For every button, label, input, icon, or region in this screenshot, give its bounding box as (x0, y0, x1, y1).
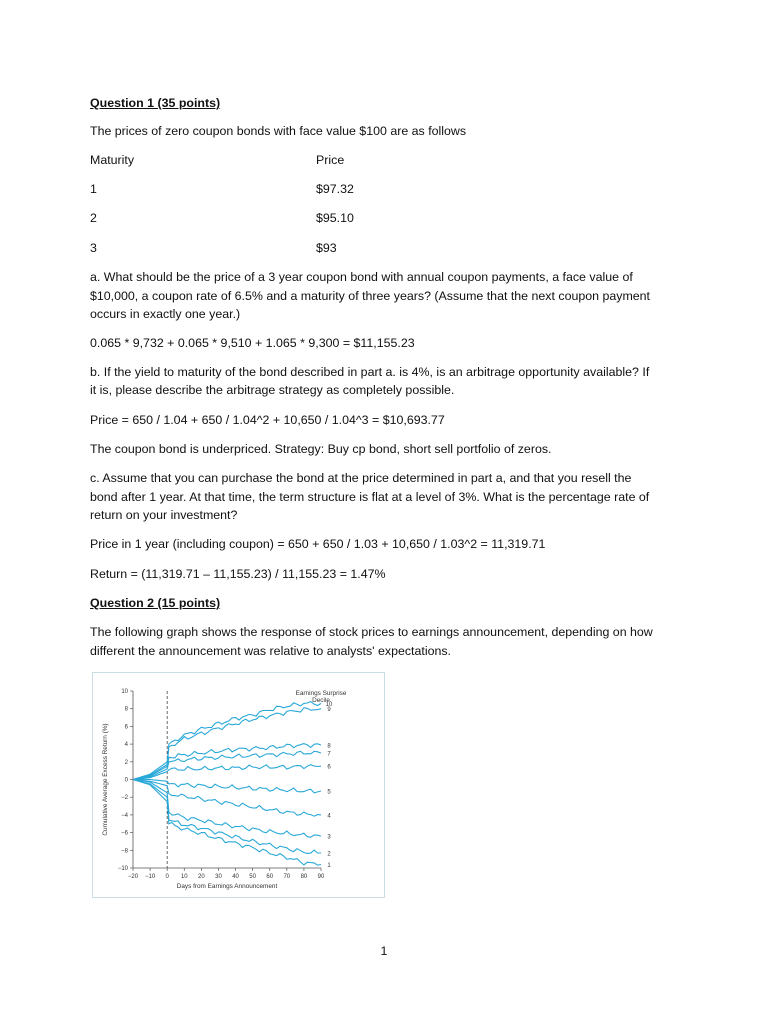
part-a-question-line: occurs in exactly one year.) (90, 307, 241, 321)
maturity-cell: 1 (90, 182, 97, 196)
question-2-text-line: The following graph shows the response of stock prices to earnings announcement, depending on how (90, 625, 653, 639)
table-row (90, 180, 354, 198)
x-tick-label: 30 (215, 874, 222, 880)
part-a-question-line: $10,000, a coupon rate of 6.5% and a maturity of three years? (Assume that the next coupon payment (90, 289, 650, 303)
y-tick-label: 10 (121, 689, 128, 695)
series-label-decile-7: 7 (327, 751, 331, 758)
series-line-decile-4 (133, 780, 321, 817)
series-label-decile-6: 6 (327, 764, 331, 771)
earnings-surprise-chart (92, 672, 385, 898)
x-tick-label: 50 (249, 874, 256, 880)
series-label-decile-4: 4 (327, 813, 331, 820)
y-tick-label: −4 (121, 812, 128, 819)
series-label-decile-9: 9 (327, 707, 331, 714)
y-axis-label: Cumulative Average Excess Return (%) (102, 723, 109, 836)
question-1-heading: Question 1 (35 points) (90, 96, 221, 110)
y-tick-label: 8 (124, 706, 128, 713)
x-axis-label: Days from Earnings Announcement (176, 883, 278, 890)
question-2-heading: Question 2 (15 points) (90, 596, 221, 610)
page-number: 1 (380, 944, 388, 958)
series-label-decile-2: 2 (327, 851, 331, 858)
legend-title: Earnings Surprise (295, 690, 347, 697)
series-label-decile-8: 8 (327, 743, 331, 750)
x-tick-label: 40 (232, 874, 239, 880)
part-b-question-line: it is, please describe the arbitrage strategy as completely possible. (90, 383, 455, 397)
part-a-answer: 0.065 * 9,732 + 0.065 * 9,510 + 1.065 * 9,300 = $11,155.23 (90, 336, 415, 350)
price-table-header (90, 151, 345, 169)
part-c-question-line: bond after 1 year. At that time, the term structure is flat at a level of 3%. What is the percentage rate of (90, 490, 650, 504)
y-tick-label: 0 (124, 777, 128, 784)
part-c-question-line: return on your investment? (90, 508, 238, 522)
x-tick-label: 0 (165, 874, 169, 880)
y-tick-label: −10 (117, 866, 128, 872)
y-tick-label: 6 (124, 724, 128, 731)
series-label-decile-1: 1 (327, 862, 331, 869)
series-label-decile-5: 5 (327, 789, 331, 796)
maturity-cell: 3 (90, 241, 97, 255)
y-tick-label: 4 (124, 742, 128, 749)
question-1-intro: The prices of zero coupon bonds with face value $100 are as follows (90, 124, 467, 138)
x-tick-label: 10 (180, 874, 188, 880)
part-a-question-line: a. What should be the price of a 3 year coupon bond with annual coupon payments, a face value of (90, 270, 633, 284)
legend-subtitle: Decile (312, 697, 330, 704)
table-row (90, 209, 354, 227)
price-cell: $95.10 (316, 211, 354, 225)
series-line-decile-5 (133, 780, 321, 793)
series-line-decile-9 (133, 708, 321, 780)
series-label-decile-10: 10 (325, 701, 333, 708)
price-header: Price (316, 153, 345, 167)
series-label-decile-3: 3 (327, 834, 331, 841)
chart-svg (93, 673, 384, 897)
y-tick-label: −8 (121, 848, 128, 855)
x-tick-label: 20 (198, 874, 205, 880)
y-tick-label: 2 (124, 759, 128, 766)
price-cell: $93 (316, 241, 337, 255)
x-tick-label: −20 (127, 874, 139, 880)
part-b-answer-strategy: The coupon bond is underpriced. Strategy: Buy cp bond, short sell portfolio of zeros. (90, 442, 552, 456)
x-tick-label: 90 (317, 874, 325, 880)
table-row (90, 239, 337, 257)
part-b-answer-price: Price = 650 / 1.04 + 650 / 1.04^2 + 10,650 / 1.04^3 = $10,693.77 (90, 413, 445, 427)
y-tick-label: −2 (121, 795, 128, 802)
question-2-text-line: different the announcement was relative to analysts' expectations. (90, 644, 451, 658)
x-tick-label: −10 (144, 874, 156, 880)
part-c-question-line: c. Assume that you can purchase the bond at the price determined in part a, and that you resell the (90, 471, 632, 485)
series-line-decile-7 (133, 751, 321, 779)
part-c-answer-price: Price in 1 year (including coupon) = 650 + 650 / 1.03 + 10,650 / 1.03^2 = 11,319.71 (90, 537, 546, 551)
x-tick-label: 70 (283, 874, 291, 880)
maturity-cell: 2 (90, 211, 97, 225)
maturity-header: Maturity (90, 153, 135, 167)
price-cell: $97.32 (316, 182, 354, 196)
part-c-answer-return: Return = (11,319.71 – 11,155.23) / 11,155.23 = 1.47% (90, 567, 386, 581)
x-tick-label: 80 (300, 874, 308, 880)
part-b-question-line: b. If the yield to maturity of the bond described in part a. is 4%, is an arbitrage opportunity available? If (90, 365, 650, 379)
x-tick-label: 60 (266, 874, 274, 880)
y-tick-label: −6 (121, 830, 128, 837)
